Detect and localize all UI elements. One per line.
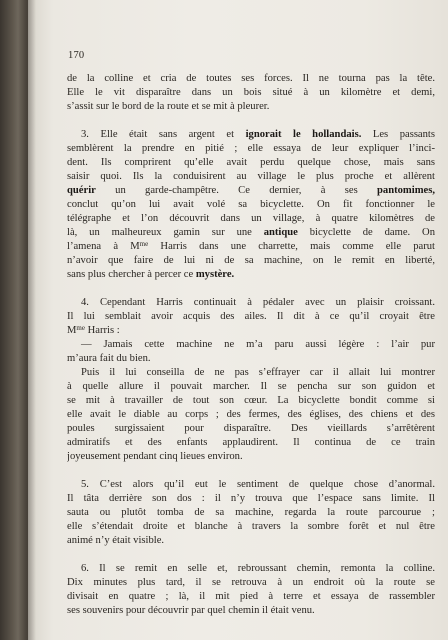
text-line xyxy=(67,562,435,575)
text-run: de la colline et cria de toutes ses forces. Il ne tourna pas la tête. xyxy=(67,73,435,84)
text-run: admiratifs et des enfants applaudirent. Il continua de ce train xyxy=(67,437,435,448)
text-run: là, un malheureux gamin sur une xyxy=(67,227,264,238)
text-line xyxy=(67,296,435,309)
text-line xyxy=(67,156,435,169)
text-line xyxy=(67,212,435,225)
bold-vocabulary-word: antique xyxy=(263,227,298,238)
text-run: poules surgissaient pour disparaître. Des vieillards s’arrêtèrent xyxy=(67,423,435,434)
text-run: télégraphe et l’on découvrit dans un village, à quatre kilomètres de xyxy=(67,213,435,224)
text-run: Harris : xyxy=(84,325,120,336)
text-line xyxy=(67,380,435,393)
text-run: s’assit sur le bord de la route et se mit à pleurer. xyxy=(67,101,270,112)
text-line xyxy=(67,184,435,197)
text-run: 6. Il se remit en selle et, rebroussant chemin, remonta la colline. xyxy=(81,563,435,574)
text-line xyxy=(67,394,435,407)
text-run: dent. Ils comprirent qu’elle avait perdu quelque chose, mais sans xyxy=(67,157,435,168)
text-line xyxy=(67,324,435,337)
text-run: 3. Elle était sans argent et xyxy=(81,129,246,140)
text-line xyxy=(67,422,435,435)
text-line xyxy=(67,408,435,421)
text-line xyxy=(67,310,435,323)
text-run: joyeusement pendant cinq lieues environ. xyxy=(67,451,243,462)
book-page xyxy=(28,0,448,640)
text-run: Puis il lui conseilla de ne pas s’effrayer car il allait lui montrer xyxy=(81,367,435,378)
text-line xyxy=(67,534,435,547)
text-line xyxy=(67,128,435,141)
text-run: — Jamais cette machine ne m’a paru aussi légère : l’air pur xyxy=(81,339,435,350)
text-line xyxy=(67,338,435,351)
text-run: divisait en quatre ; là, il mit pied à terre et essaya de rassembler xyxy=(67,591,435,602)
text-line xyxy=(67,268,435,281)
bold-vocabulary-word: ignorait le hollandais. xyxy=(245,129,362,140)
text-line xyxy=(67,436,435,449)
bold-vocabulary-word: mystère. xyxy=(195,269,235,280)
text-line xyxy=(67,254,435,267)
text-run: Il lui semblait avoir acquis des ailes. Il dit à ce qu’il croyait être xyxy=(67,311,435,322)
text-run: n’avoir que faire de lui ni de sa machine, on le remit en liberté, xyxy=(67,255,435,266)
text-run: 4. Cependant Harris continuait à pédaler avec un plaisir croissant. xyxy=(81,297,435,308)
text-run: Les passants xyxy=(361,129,435,140)
superscript-text: me xyxy=(76,324,85,332)
text-line xyxy=(67,72,435,85)
bold-vocabulary-word: quérir xyxy=(67,185,96,196)
text-run: conclut qu’on lui avait volé sa bicyclette. On fit fonctionner le xyxy=(67,199,435,210)
text-run: animé n’y était visible. xyxy=(67,535,165,546)
text-run: M xyxy=(67,325,77,336)
page-number: 170 xyxy=(68,50,85,61)
text-line xyxy=(67,450,435,463)
text-line xyxy=(67,170,435,183)
text-line xyxy=(67,198,435,211)
superscript-text: me xyxy=(139,240,149,248)
text-run: à quelle allure il pouvait marcher. Il se pencha sur son guidon et xyxy=(67,381,435,392)
text-line xyxy=(67,520,435,533)
text-line xyxy=(67,506,435,519)
text-run: bicyclette de dame. On xyxy=(297,227,435,238)
text-line xyxy=(67,590,435,603)
text-line xyxy=(67,478,435,491)
text-run: saisir quoi. Ils la conduisirent au village le plus proche et allèrent xyxy=(67,171,435,182)
text-run: elle s’étendait droite et blanche à travers la sombre forêt et nul être xyxy=(67,521,435,532)
text-run: Il tâta derrière son dos : il n’y trouva que l’espace sans limite. Il xyxy=(67,493,435,504)
text-line xyxy=(67,226,435,239)
text-line xyxy=(67,604,435,617)
text-run: semblèrent la prendre en pitié ; elle essaya de leur expliquer l’inci- xyxy=(67,143,435,154)
text-line xyxy=(67,492,435,505)
text-line xyxy=(67,352,435,365)
text-line xyxy=(67,366,435,379)
text-run: sauta ou plutôt tomba de sa machine, regarda la route parcourue ; xyxy=(67,507,435,518)
bold-vocabulary-word: pantomimes, xyxy=(377,185,435,196)
text-line xyxy=(67,576,435,589)
text-line xyxy=(67,240,435,253)
text-line xyxy=(67,142,435,155)
text-run: l’amena à M xyxy=(67,241,140,252)
text-line xyxy=(67,100,435,113)
text-run: Harris dans une charrette, mais comme elle parut xyxy=(148,241,435,252)
text-run: Dix minutes plus tard, il se retrouva à un endroit où la route se xyxy=(67,577,435,588)
text-run: sans plus chercher à percer ce xyxy=(67,269,196,280)
text-run: se mit à travailler de tout son cœur. La bicyclette bondit comme si xyxy=(67,395,435,406)
text-run: Elle le vit disparaître dans un bois situé à un kilomètre et demi, xyxy=(67,87,435,98)
text-run: m’aura fait du bien. xyxy=(67,353,151,364)
text-run: ses souvenirs pour découvrir par quel chemin il était venu. xyxy=(67,605,315,616)
text-run: 5. C’est alors qu’il eut le sentiment de quelque chose d’anormal. xyxy=(81,479,435,490)
text-run: elle avait le diable au corps ; des fermes, des églises, des chiens et des xyxy=(67,409,435,420)
text-run: un garde-champêtre. Ce dernier, à ses xyxy=(95,185,378,196)
text-line xyxy=(67,86,435,99)
